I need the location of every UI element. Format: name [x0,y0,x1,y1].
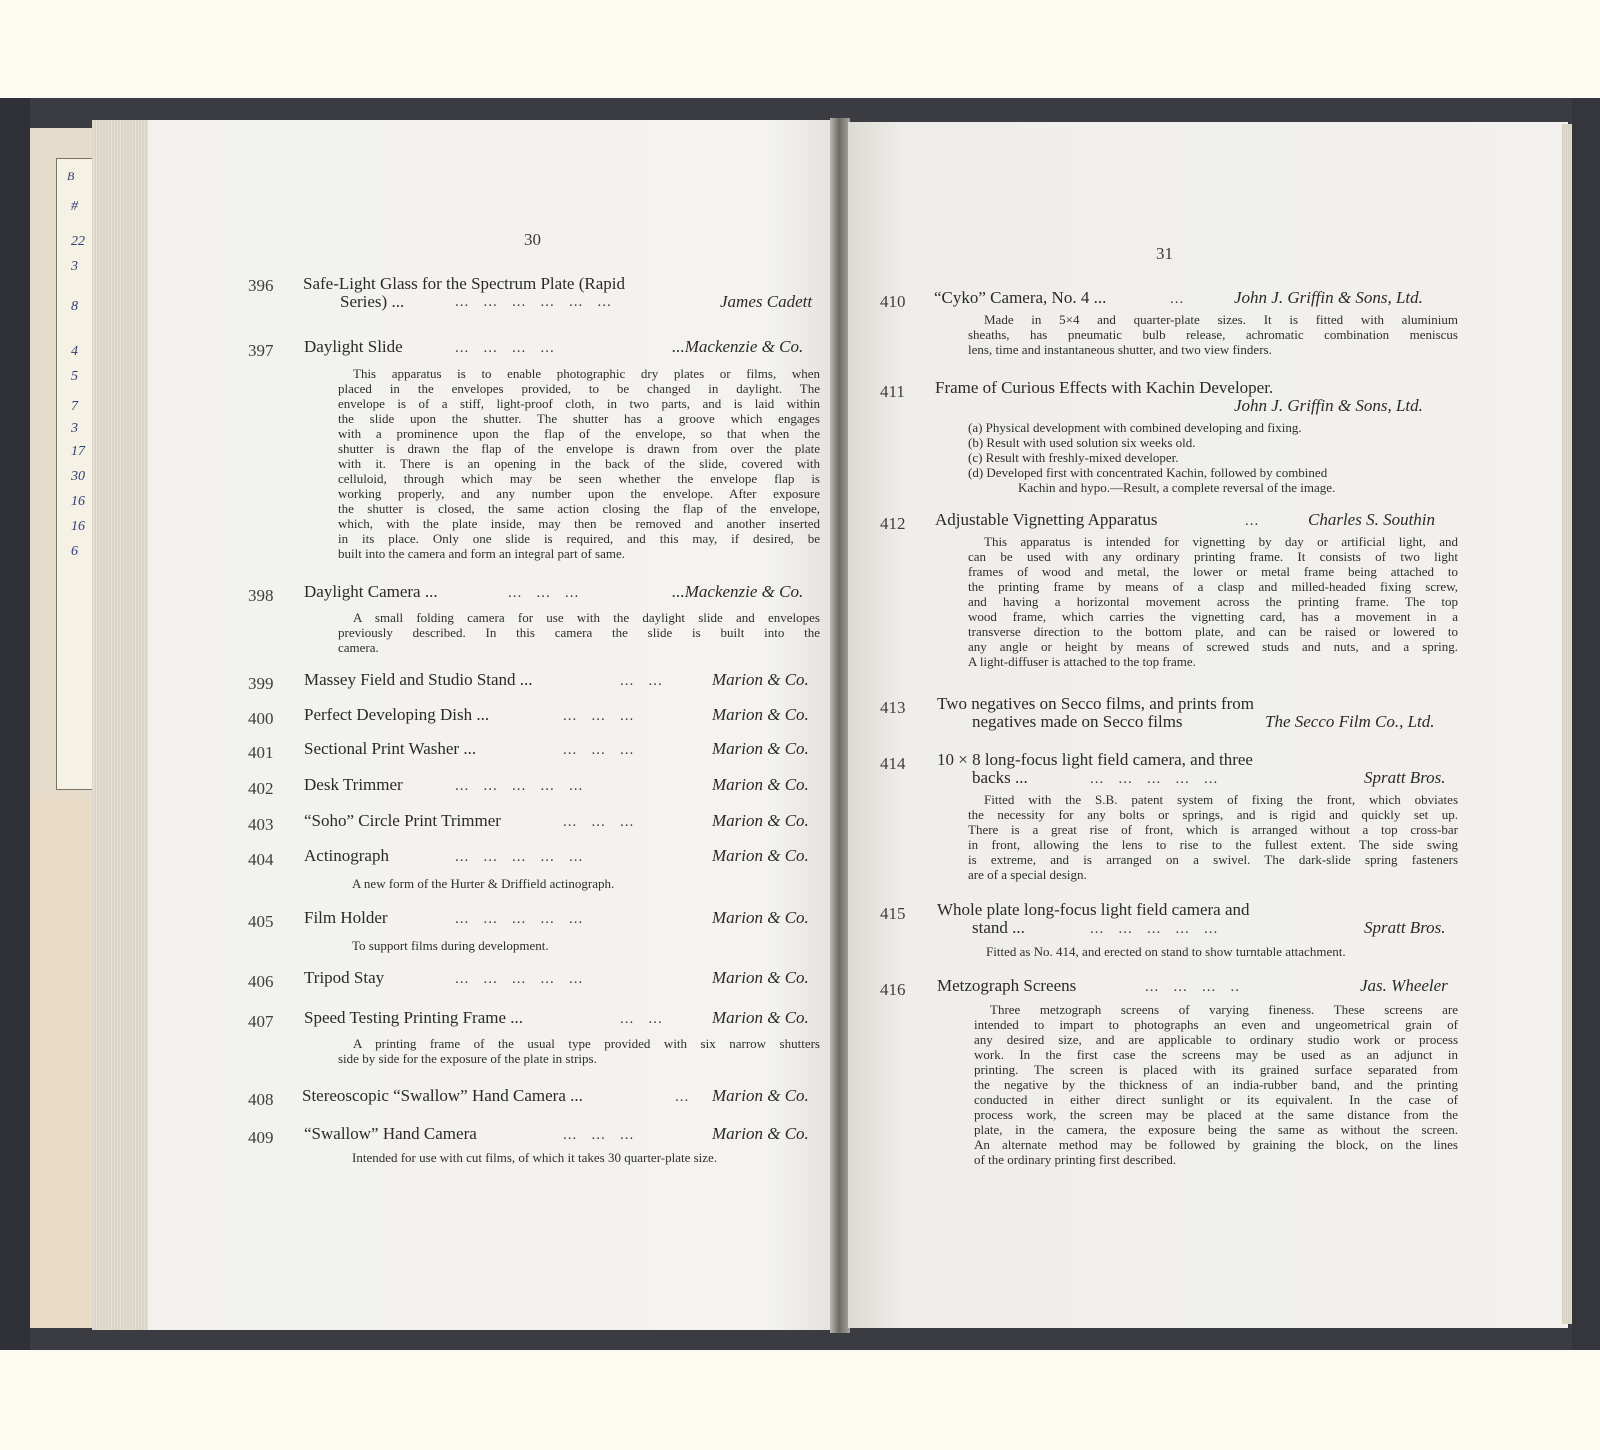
entry-number: 414 [880,754,906,773]
entry-maker: Marion & Co. [712,1086,809,1105]
list-item: (b) Result with used solution six weeks old. [968,435,1196,450]
entry-number: 406 [248,972,274,991]
book-cover-left [0,98,30,1350]
entry-number: 410 [880,292,906,311]
leader-dots: ... ... ... ... ... [455,971,584,987]
entry-title: Adjustable Vignetting Apparatus [935,510,1158,529]
leader-dots: ... ... [620,673,663,689]
leader-dots: ... ... ... [563,1127,635,1143]
entry-description: Fitted as No. 414, and erected on stand to show turntable attachment. [986,944,1346,959]
entry-maker: John J. Griffin & Sons, Ltd. [1234,396,1423,415]
entry-title: “Soho” Circle Print Trimmer [304,811,501,830]
entry-description: A new form of the Hurter & Driffield actinograph. [352,876,615,891]
entry-number: 399 [248,674,274,693]
list-item: (a) Physical development with combined developing and fixing. [968,420,1302,435]
entry-maker: Spratt Bros. [1364,918,1446,937]
entry-title: Desk Trimmer [304,775,403,794]
slip-mark: 17 [71,444,85,459]
leader-dots: ... ... ... ... [455,340,555,356]
entry-title: 10 × 8 long-focus light field camera, and three [937,750,1253,769]
entry-title: Daylight Slide [304,337,403,356]
entry-maker: Marion & Co. [712,846,809,865]
entry-title: Whole plate long-focus light field camera and [937,900,1250,919]
entry-maker: Spratt Bros. [1364,768,1446,787]
leader-dots: ... ... ... [563,708,635,724]
list-item: Kachin and hypo.—Result, a complete reversal of the image. [1018,480,1336,495]
entry-maker: Marion & Co. [712,908,809,927]
leader-dots: ... ... ... .. [1145,979,1240,995]
leader-dots: ... ... ... ... ... [455,778,584,794]
entry-title: Actinograph [304,846,389,865]
entry-maker: John J. Griffin & Sons, Ltd. [1234,288,1423,307]
entry-title: Series) ... [340,292,405,311]
entry-title: Daylight Camera ... [304,582,438,601]
slip-mark: 16 [71,519,85,534]
page-number: 31 [1156,244,1173,263]
entry-maker: Jas. Wheeler [1360,976,1448,995]
slip-mark: 3 [71,259,78,274]
slip-mark: 4 [71,344,78,359]
entry-maker: ...Mackenzie & Co. [672,582,804,601]
entry-maker: Marion & Co. [712,670,809,689]
leader-dots: ... ... ... ... ... [455,849,584,865]
entry-title: negatives made on Secco films [972,712,1183,731]
list-item: (d) Developed first with concentrated Kachin, followed by combined [968,465,1328,480]
entry-maker: Marion & Co. [712,1124,809,1143]
entry-description: To support films during development. [352,938,549,953]
leader-dots: ... [1170,291,1185,307]
book-cover-right [1572,98,1600,1350]
leader-dots: ... ... ... ... ... ... [455,294,612,310]
page-number: 30 [524,230,541,249]
entry-number: 411 [880,382,905,401]
entry-description: This apparatus is intended for vignetting by day or artificial light, and can be used with any ordinary printing frame. It consists of two light frames of wood and metal, the lower or metal frame being attached to the printing frame by means of a clasp and milled-headed fixing screw, and having a horizontal movement across the printing frame. The top wood frame, which carries the vignetting card, has a movement in a transverse direction to the bottom plate, and can be raised or lowered to any angle or height by means of screwed studs and nuts, and a spring. A light-diffuser is attached to the top frame. [968,534,1458,669]
slip-mark: 22 [71,234,85,249]
entry-maker: Marion & Co. [712,739,809,758]
leader-dots: ... [675,1089,690,1105]
slip-mark: # [71,199,78,214]
entry-title: “Swallow” Hand Camera [304,1124,477,1143]
entry-title: Metzograph Screens [937,976,1077,995]
leader-dots: ... ... ... ... ... [1090,771,1219,787]
gutter [830,118,850,1333]
entry-number: 413 [880,698,906,717]
page-edges [92,120,152,1330]
entry-list [968,420,1458,495]
slip-mark: 5 [71,369,78,384]
entry-maker: Marion & Co. [712,775,809,794]
entry-title: Film Holder [304,908,388,927]
entry-number: 400 [248,709,274,728]
entry-maker: Marion & Co. [712,1008,809,1027]
entry-title: Massey Field and Studio Stand ... [304,670,533,689]
entry-description: A small folding camera for use with the daylight slide and envelopes previously described. In this camera the slide is built into the camera. [338,610,820,655]
slip-mark: 8 [71,299,78,314]
entry-title: Tripod Stay [304,968,385,987]
endpaper-lower [30,798,92,1328]
entry-title: Sectional Print Washer ... [304,739,477,758]
entry-number: 404 [248,850,274,869]
leader-dots: ... [1245,513,1260,529]
slip-mark: 3 [71,421,78,436]
entry-description: A printing frame of the usual type provided with six narrow shutters side by side for the exposure of the plate in strips. [338,1036,820,1066]
entry-maker: Charles S. Southin [1308,510,1436,529]
leader-dots: ... ... [620,1011,663,1027]
entry-title: Stereoscopic “Swallow” Hand Camera ... [302,1086,583,1105]
entry-description: Three metzograph screens of varying fineness. These screens are intended to impart to photographs an even and ungeometrical grain of any desired size, and are applicable to ordinary studio work or process work. In the first case the screens may be used as an adjunct in printing. The screen is placed with its grained surface separated from the negative by the thickness of an india-rubber band, and the printing conducted in either direct sunlight or its equivalent. In the case of process work, the screen may be placed at the same distance from the plate, in the camera, the exposure being the same as without the screen. An alternate method may be followed by graining the block, on the lines of the ordinary printing first described. [974,1002,1458,1167]
entry-title: Perfect Developing Dish ... [304,705,490,724]
entry-number: 398 [248,586,274,605]
leader-dots: ... ... ... [563,742,635,758]
entry-number: 416 [880,980,906,999]
slip-mark: 7 [71,399,78,414]
entry-title: “Cyko” Camera, No. 4 ... [934,288,1107,307]
entry-title: Safe-Light Glass for the Spectrum Plate (Rapid [303,274,625,293]
entry-number: 415 [880,904,906,923]
slip-mark: 16 [71,494,85,509]
entry-maker: Marion & Co. [712,968,809,987]
entry-number: 402 [248,779,274,798]
entry-number: 397 [248,341,274,360]
slip-mark: 30 [71,469,85,484]
entry-maker: James Cadett [720,292,813,311]
entry-title: backs ... [972,768,1028,787]
leader-dots: ... ... ... [563,814,635,830]
leader-dots: ... ... ... [508,585,580,601]
slip-mark: B [67,169,75,183]
entry-number: 407 [248,1012,274,1031]
entry-title: Speed Testing Printing Frame ... [304,1008,524,1027]
entry-title: stand ... [972,918,1025,937]
entry-title: Frame of Curious Effects with Kachin Developer. [935,378,1274,397]
entry-description: This apparatus is to enable photographic dry plates or films, when placed in the envelopes provided, to be changed in daylight. The envelope is of a stiff, light-proof cloth, in two parts, and is laid within the slide upon the shutter. The shutter has a groove which engages with a prominence upon the flap of the envelope, so that when the shutter is drawn the flap of the envelope is drawn from over the plate with it. There is an opening in the back of the slide, covered with celluloid, through which may be seen whether the envelope flap is working properly, and any number upon the envelope. After exposure the shutter is closed, the same action closing the flap of the envelope, which, with the plate inside, may then be removed and another inserted in its place. Only one slide is required, and this may, if desired, be built into the camera and form an integral part of same. [338,366,820,561]
entry-maker: Marion & Co. [712,811,809,830]
page-edges [1562,124,1572,1324]
slip-mark: 6 [71,544,78,559]
entry-number: 405 [248,912,274,931]
entry-description: Made in 5×4 and quarter-plate sizes. It is fitted with aluminium sheaths, has pneumatic bulb release, achromatic combination meniscus lens, time and instantaneous shutter, and two view finders. [968,312,1458,357]
entry-maker: Marion & Co. [712,705,809,724]
entry-description: Fitted with the S.B. patent system of fixing the front, which obviates the necessity for any bolts or springs, and is rigid and quickly set up. There is a great rise of front, which is arranged without a top cross-bar in front, allowing the lens to rise to the fullest extent. The side swing is extreme, and is arranged on a swivel. The dark-slide spring fasteners are of a special design. [968,792,1458,882]
entry-maker: ...Mackenzie & Co. [672,337,804,356]
entry-title: Two negatives on Secco films, and prints from [937,694,1255,713]
entry-number: 403 [248,815,274,834]
list-item: (c) Result with freshly-mixed developer. [968,450,1179,465]
entry-description: Intended for use with cut films, of which it takes 30 quarter-plate size. [352,1150,718,1165]
leader-dots: ... ... ... ... ... [455,911,584,927]
leader-dots: ... ... ... ... ... [1090,921,1219,937]
entry-number: 408 [248,1090,274,1109]
entry-number: 412 [880,514,906,533]
entry-number: 396 [248,276,274,295]
entry-number: 401 [248,743,274,762]
entry-number: 409 [248,1128,274,1147]
entry-maker: The Secco Film Co., Ltd. [1265,712,1435,731]
